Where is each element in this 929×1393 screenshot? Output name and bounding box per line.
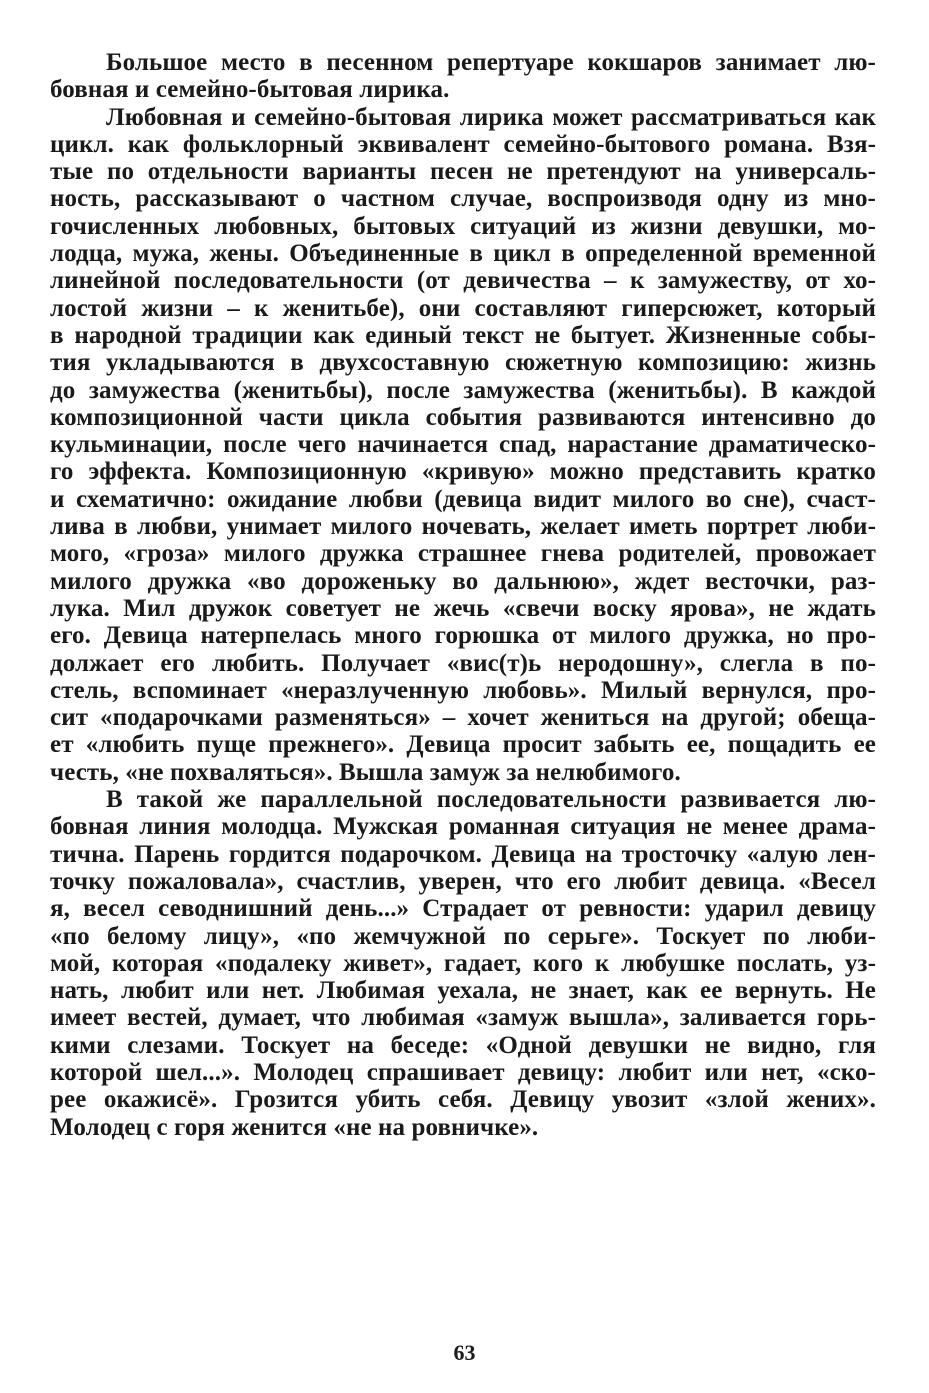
text-line: которой шел...». Молодец спрашивает девицу: любит или нет, «ско- [50, 1058, 876, 1086]
text-line: точку пожаловала», счастлив, уверен, что его любит девица. «Весел [50, 867, 876, 895]
text-line: честь, «не похваляться». Вышла замуж за нелюбимого. [50, 758, 681, 786]
text-line: кими слезами. Тоскует на беседе: «Одной девушки не видно, гля [50, 1031, 876, 1059]
text-line: го эффекта. Композиционную «кривую» можно представить кратко [50, 458, 876, 486]
text-line: Большое место в песенном репертуаре кокшаров занимает лю- [106, 49, 876, 76]
text-line: гочисленных любовных, бытовых ситуаций из жизни девушки, мо- [50, 212, 876, 240]
paragraph-3 [50, 786, 876, 1141]
page-number: 63 [453, 1340, 476, 1365]
text-line: тия укладываются в двухсоставную сюжетную композицию: жизнь [50, 349, 876, 377]
paragraph-2 [50, 104, 876, 786]
text-line: мого, «гроза» милого дружка страшнее гнева родителей, провожает [50, 540, 876, 568]
text-line: линейной последовательности (от девичества – к замужеству, от хо- [50, 267, 876, 295]
text-line: сит «подарочками разменяться» – хочет жениться на другой; обеща- [50, 704, 876, 732]
text-line: лостой жизни – к женитьбе), они составляют гиперсюжет, который [50, 294, 876, 322]
text-line: лука. Мил дружок советует не жечь «свечи воску ярова», не ждать [50, 594, 876, 622]
text-line: я, весел севоднишний день...» Страдает от ревности: ударил девицу [50, 895, 876, 923]
text-line: его. Девица натерпелась много горюшка от милого дружка, но про- [50, 622, 876, 650]
text-line: в народной традиции как единый текст не бытует. Жизненные собы- [50, 321, 876, 349]
text-line: рее окажисё». Грозится убить себя. Девицу увозит «злой жених». [50, 1086, 876, 1114]
text-line: Любовная и семейно-бытовая лирика может рассматриваться как [106, 103, 876, 131]
text-line: кульминации, после чего начинается спад, нарастание драматическо- [50, 431, 876, 459]
text-line: тые по отдельности варианты песен не претендуют на универсаль- [50, 158, 876, 186]
document-page [50, 49, 876, 1141]
paragraph-1 [50, 49, 876, 104]
text-line: должает его любить. Получает «вис(т)ь неродошну», слегла в по- [50, 649, 876, 677]
text-line: лива в любви, унимает милого ночевать, желает иметь портрет люби- [50, 513, 876, 541]
text-line: милого дружка «во дороженьку во дальнюю», ждет весточки, раз- [50, 567, 876, 595]
text-line: композиционной части цикла события развиваются интенсивно до [50, 403, 876, 431]
text-line: мой, которая «подалеку живет», гадает, кого к любушке послать, уз- [50, 949, 876, 977]
text-line: ность, рассказывают о частном случае, воспроизводя одну из мно- [50, 185, 876, 213]
text-line: стель, вспоминает «неразлученную любовь». Милый вернулся, про- [50, 676, 876, 704]
text-line: цикл. как фольклорный эквивалент семейно-бытового романа. Взя- [50, 130, 876, 158]
text-line: Молодец с горя женится «не на ровничке». [50, 1113, 539, 1141]
text-line: нать, любит или нет. Любимая уехала, не знает, как ее вернуть. Не [50, 977, 876, 1005]
text-line: ет «любить пуще прежнего». Девица просит забыть ее, пощадить ее [50, 731, 876, 759]
text-line: «по белому лицу», «по жемчужной по серьге». Тоскует по люби- [50, 922, 876, 950]
text-line: до замужества (женитьбы), после замужества (женитьбы). В каждой [50, 376, 876, 404]
text-line: бовная линия молодца. Мужская романная ситуация не менее драма- [50, 813, 876, 841]
text-line: бовная и семейно-бытовая лирика. [50, 76, 450, 104]
text-line: В такой же параллельной последовательности развивается лю- [106, 786, 876, 814]
text-line: и схематично: ожидание любви (девица видит милого во сне), счаст- [50, 485, 876, 513]
text-line: лодца, мужа, жены. Объединенные в цикл в определенной временной [50, 240, 876, 268]
text-line: имеет вестей, думает, что любимая «замуж вышла», заливается горь- [50, 1004, 876, 1032]
text-line: тична. Парень гордится подарочком. Девица на тросточку «алую лен- [50, 840, 876, 868]
